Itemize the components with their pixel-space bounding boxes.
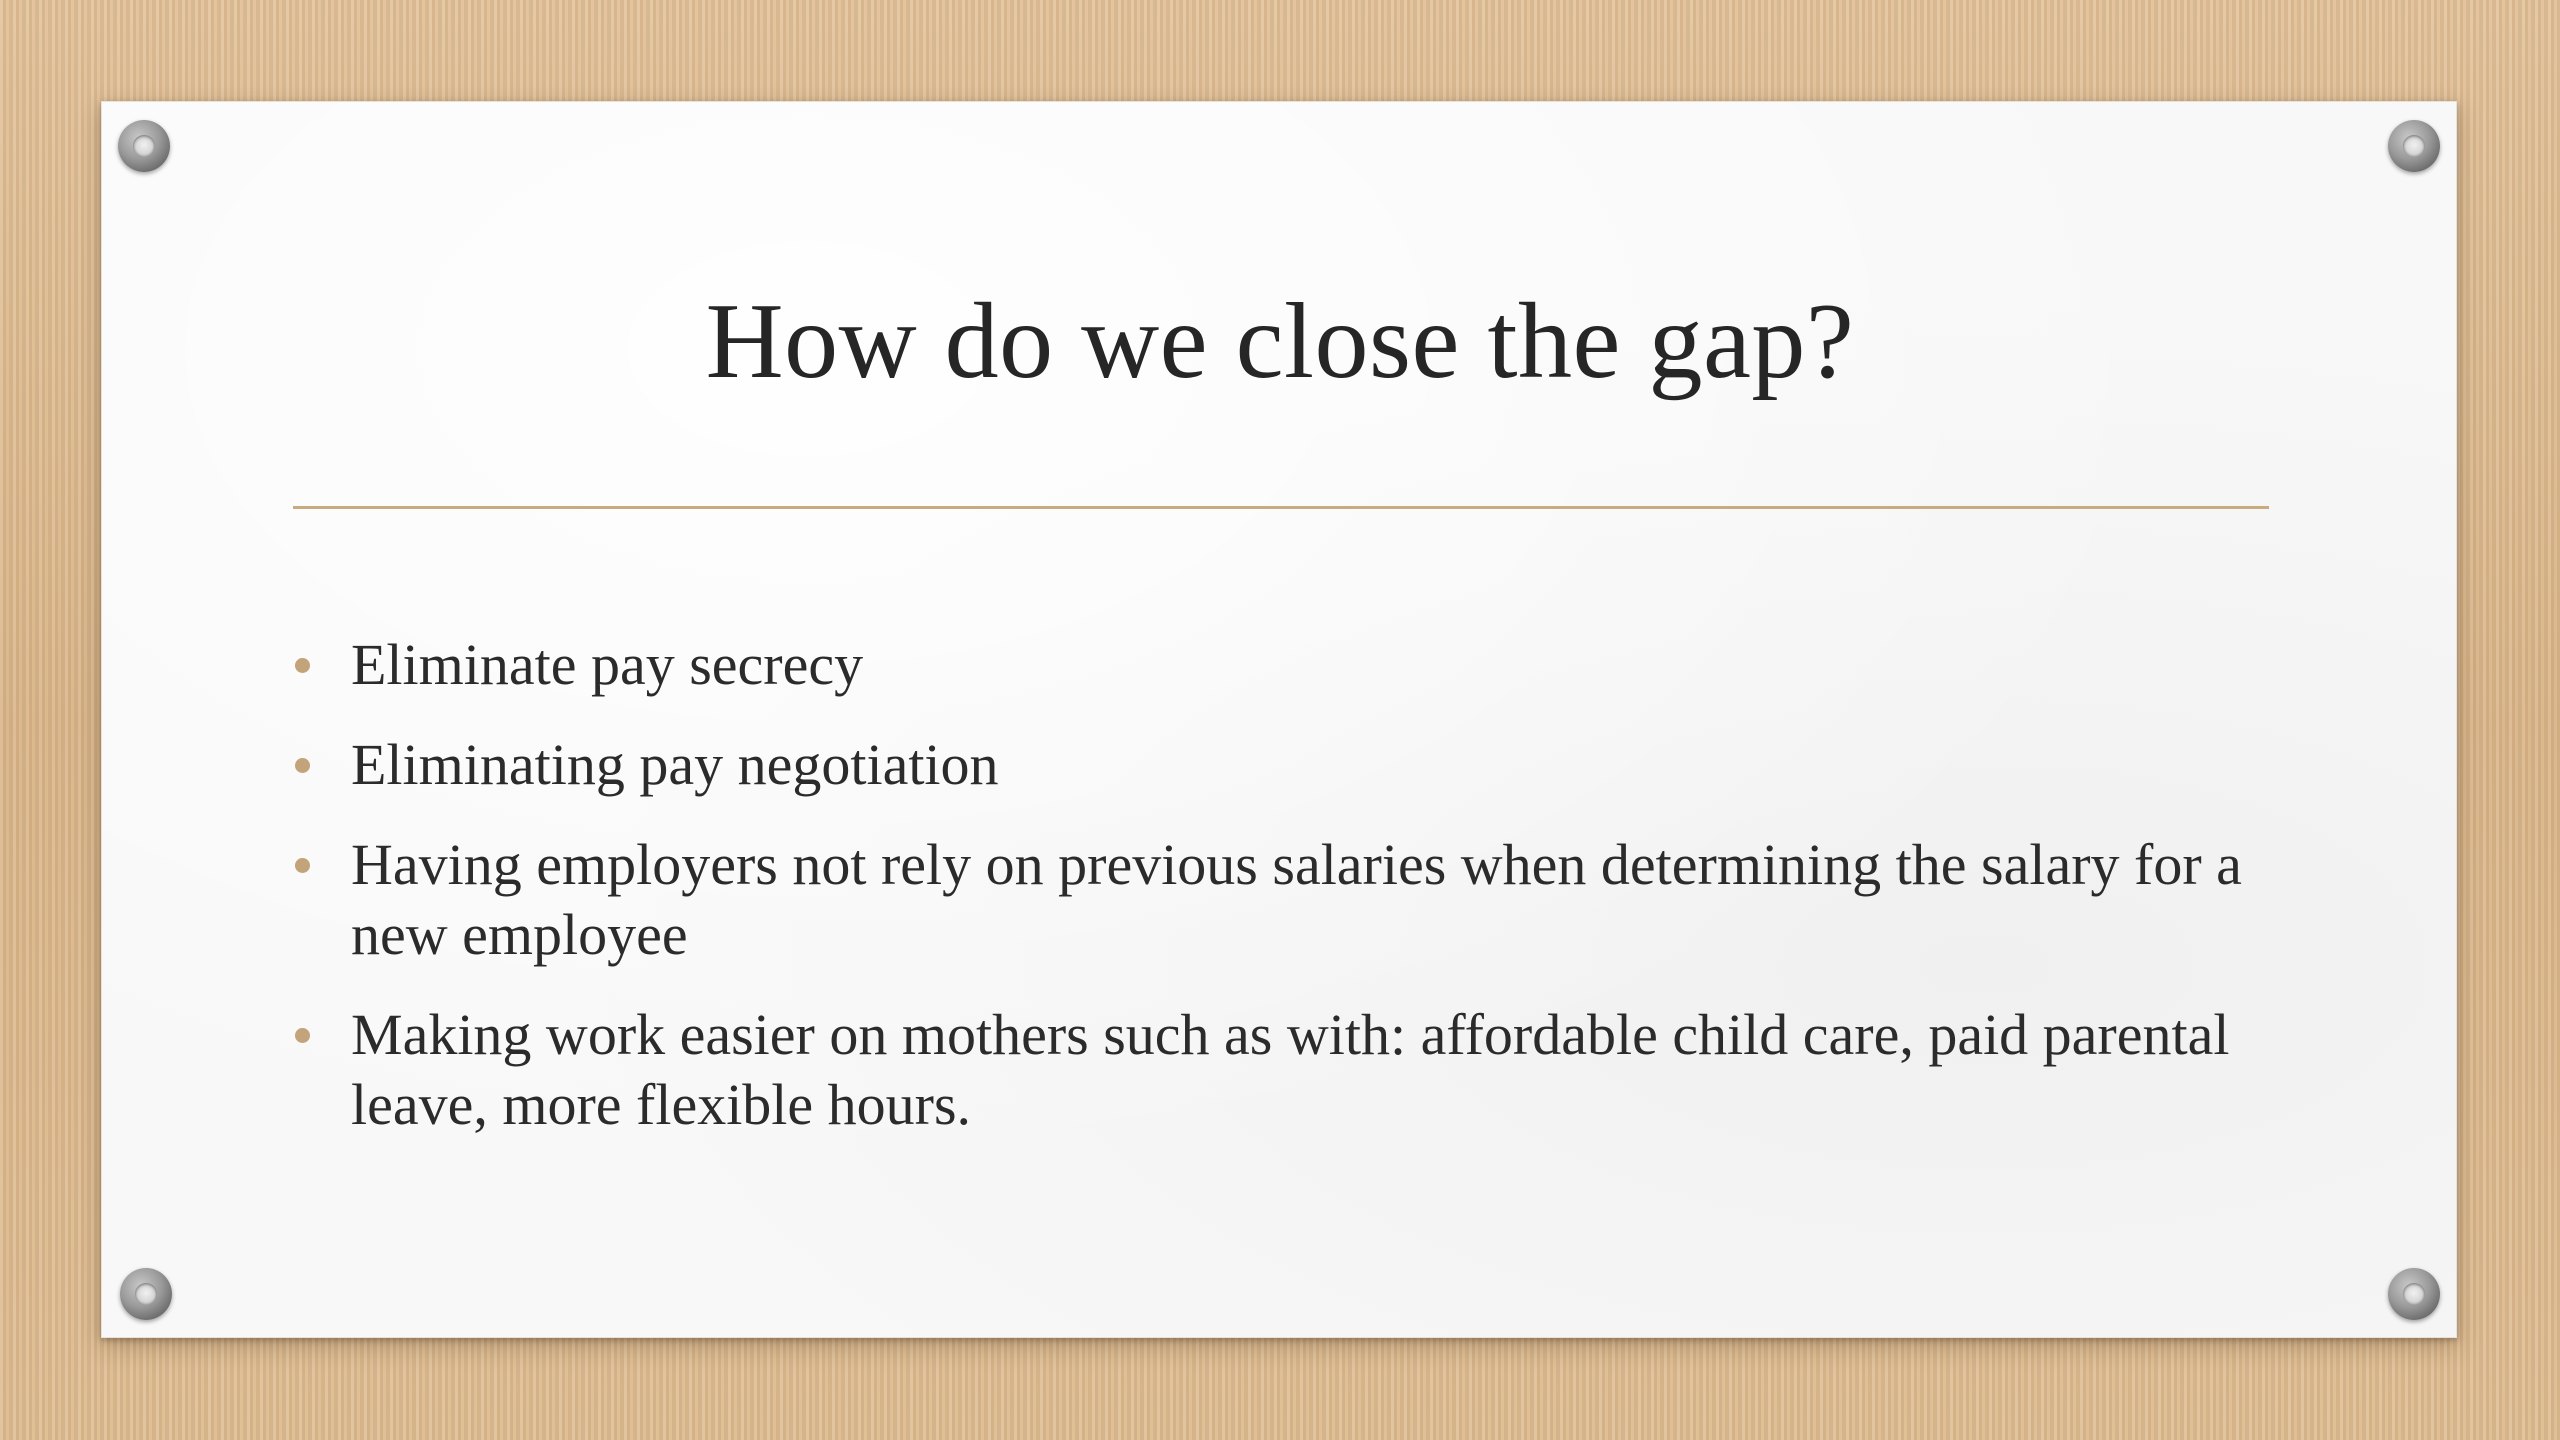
screw-icon	[120, 1268, 172, 1320]
bullet-item: Making work easier on mothers such as with: affordable child care, paid parental leave, more flexible hours.	[293, 1000, 2273, 1140]
slide-title: How do we close the gap?	[705, 282, 1855, 401]
screw-icon	[2388, 1268, 2440, 1320]
title-divider	[293, 506, 2269, 509]
bullet-item: Eliminate pay secrecy	[293, 630, 2273, 700]
bullet-list	[293, 630, 2273, 1170]
bullet-item: Having employers not rely on previous salaries when determining the salary for a new employee	[293, 830, 2273, 970]
screw-icon	[118, 120, 170, 172]
screw-icon	[2388, 120, 2440, 172]
bullet-item: Eliminating pay negotiation	[293, 730, 2273, 800]
